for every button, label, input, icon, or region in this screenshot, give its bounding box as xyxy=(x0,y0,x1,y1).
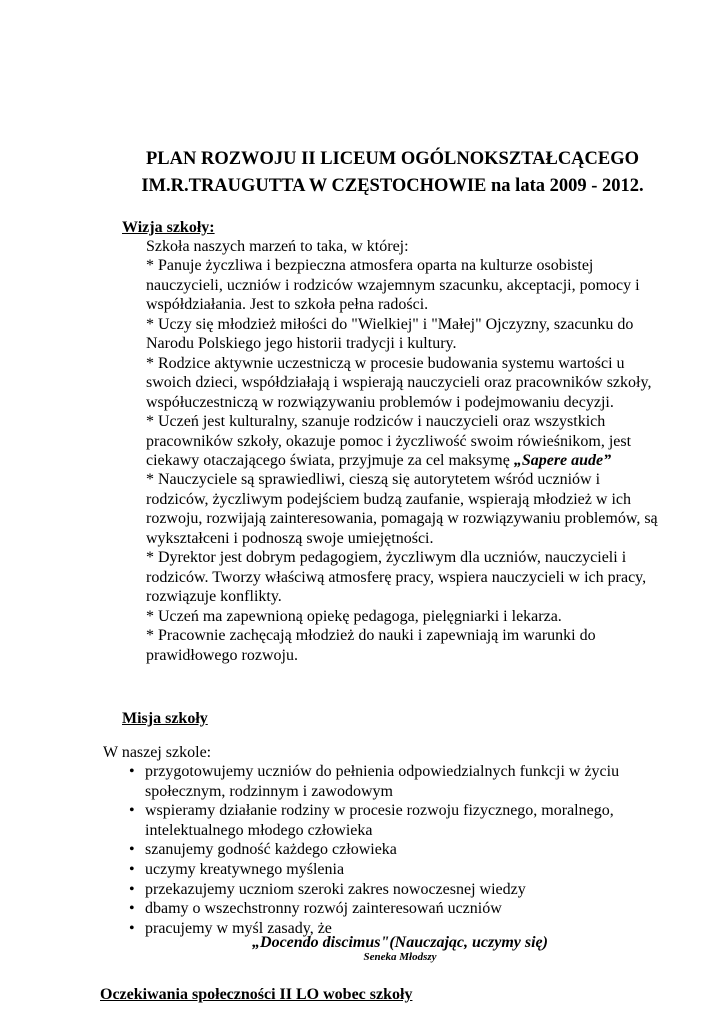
bullet-icon: • xyxy=(129,841,135,859)
vision-item-atmosphere: * Panuje życzliwa i bezpieczna atmosfera oparta na kulturze osobistej nauczycieli, uczniów i rodziców wzajemnym szacunku, akceptacji, pomocy i współdziałania. Jest to szkoła pełna radości. xyxy=(146,257,640,314)
bullet-icon: • xyxy=(129,860,135,878)
list-item-text: przygotowujemy uczniów do pełnienia odpowiedzialnych funkcji w życiu społecznym, rodzinnym i zawodowym xyxy=(145,763,620,800)
list-item-text: szanujemy godność każdego człowieka xyxy=(145,841,397,859)
list-item xyxy=(119,880,679,900)
vision-item-student-text: * Uczeń jest kulturalny, szanuje rodziców i nauczycieli oraz wszystkich pracowników szkoły, okazuje pomoc i życzliwość swoim rówieśnikom, jest ciekawy otaczającego świata, przyjmuje za cel maksymę xyxy=(146,413,632,469)
list-item xyxy=(119,860,679,880)
vision-item-homeland: * Uczy się młodzież miłości do "Wielkiej" i "Małej" Ojczyzny, szacunku do Narodu Polskiego jego historii tradycji i kultury. xyxy=(146,315,634,353)
mission-heading: Misja szkoły xyxy=(122,710,208,727)
list-item xyxy=(119,801,679,840)
list-item-text: przekazujemy uczniom szeroki zakres nowoczesnej wiedzy xyxy=(145,880,526,898)
quote-author: Seneka Młodszy xyxy=(363,951,437,963)
document-title-line-2: IM.R.TRAUGUTTA W CZĘSTOCHOWIE na lata 2009 - 2012. xyxy=(141,176,644,196)
mission-list xyxy=(119,762,679,938)
vision-section xyxy=(146,237,666,665)
list-item-text: uczymy kreatywnego myślenia xyxy=(145,860,345,878)
list-item xyxy=(119,840,679,860)
list-item-text: dbamy o wszechstronny rozwój zainteresowań uczniów xyxy=(145,900,502,918)
vision-motto: „Sapere aude” xyxy=(513,451,612,469)
mission-quote: „Docendo discimus"(Nauczając, uczymy się) xyxy=(252,934,548,951)
vision-intro: Szkoła naszych marzeń to taka, w której: xyxy=(146,238,409,255)
vision-item-care: * Uczeń ma zapewnioną opiekę pedagoga, pielęgniarki i lekarza. xyxy=(146,607,562,625)
list-item-text: pracujemy w myśl zasady, że xyxy=(145,919,332,937)
vision-item-student xyxy=(146,412,666,470)
bullet-icon: • xyxy=(129,880,135,898)
list-item xyxy=(119,899,679,919)
vision-item-teachers: * Nauczyciele są sprawiedliwi, cieszą się autorytetem wśród uczniów i rodziców, życzliwym podejściem budzą zaufanie, wspierają młodzież w ich rozwoju, rozwijają zainteresowania, pomagają w rozwiązywaniu problemów, są wykształceni i podnoszą swoje umiejętności. xyxy=(146,471,658,547)
bullet-icon: • xyxy=(129,763,135,780)
mission-intro: W naszej szkole: xyxy=(103,744,212,761)
expectations-heading: Oczekiwania społeczności II LO wobec szkoły xyxy=(100,986,413,1003)
vision-heading: Wizja szkoły: xyxy=(122,219,215,236)
vision-item-parents: * Rodzice aktywnie uczestniczą w procesie budowania systemu wartości u swoich dzieci, współdziałają i wspierają nauczycieli oraz pracowników szkoły, współuczestniczą w rozwiązywaniu problemów i podejmowaniu decyzji. xyxy=(146,354,652,411)
document-title-line-1: PLAN ROZWOJU II LICEUM OGÓLNOKSZTAŁCĄCEGO xyxy=(145,149,640,169)
list-item xyxy=(119,762,679,801)
bullet-icon: • xyxy=(129,919,135,937)
bullet-icon: • xyxy=(129,900,135,918)
vision-item-director: * Dyrektor jest dobrym pedagogiem, życzliwym dla uczniów, nauczycieli i rodziców. Tworzy właściwą atmosferę pracy, wspiera nauczycieli w ich pracy, rozwiązuje konflikty. xyxy=(146,549,647,606)
vision-item-labs: * Pracownie zachęcają młodzież do nauki i zapewniają im warunki do prawidłowego rozwoju. xyxy=(146,627,596,664)
bullet-icon: • xyxy=(129,802,135,820)
list-item-text: wspieramy działanie rodziny w procesie rozwoju fizycznego, moralnego, intelektualnego młodego człowieka xyxy=(145,802,614,839)
